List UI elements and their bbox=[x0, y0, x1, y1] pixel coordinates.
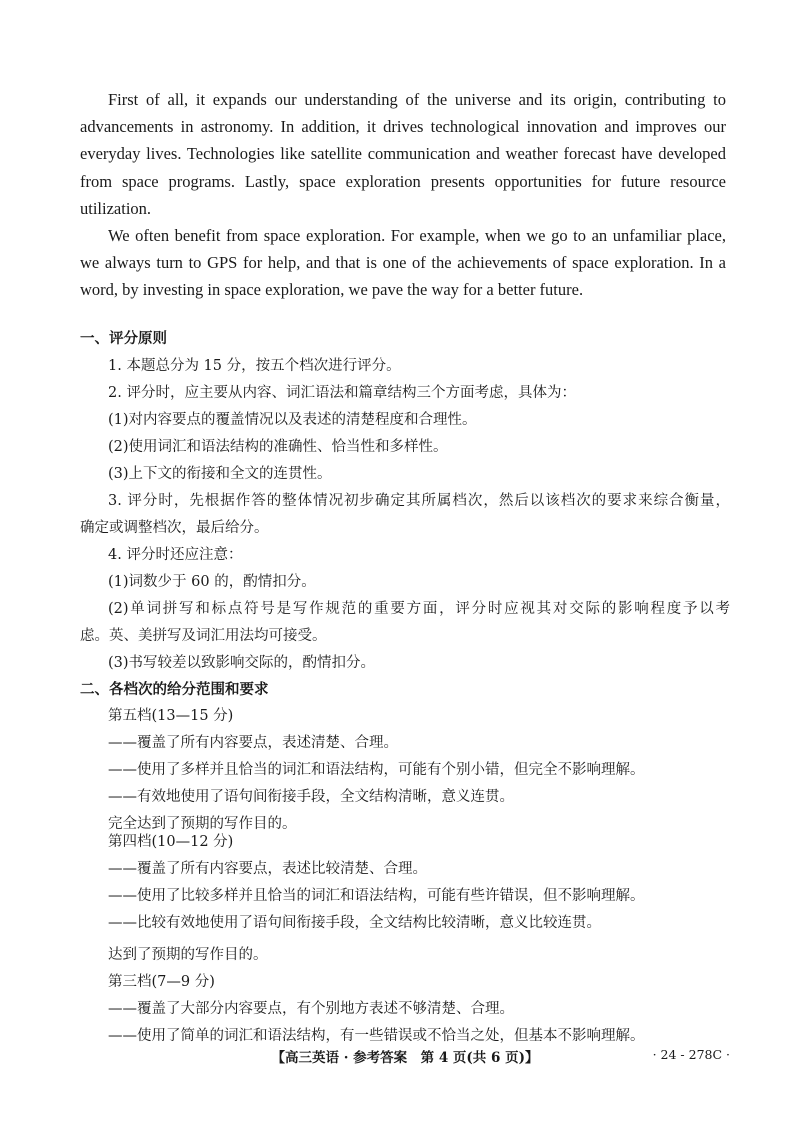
grade-4-line-2: ——使用了比较多样并且恰当的词汇和语法结构，可能有些许错误，但不影响理解。 bbox=[108, 888, 645, 904]
section-2-heading: 二、各档次的给分范围和要求 bbox=[80, 681, 269, 698]
grade-5-line-2: ——使用了多样并且恰当的词汇和语法结构，可能有个别小错，但完全不影响理解。 bbox=[108, 762, 645, 778]
grade-4-line-1: ——覆盖了所有内容要点，表述比较清楚、合理。 bbox=[108, 861, 427, 877]
rule-2-item-1: (1)对内容要点的覆盖情况以及表述的清楚程度和合理性。 bbox=[108, 412, 477, 428]
footer-doc-code: · 24 - 278C · bbox=[652, 1047, 730, 1062]
grade-3-line-2: ——使用了简单的词汇和语法结构，有一些错误或不恰当之处，但基本不影响理解。 bbox=[108, 1028, 645, 1044]
rule-4-item-2-line-1: (2)单词拼写和标点符号是写作规范的重要方面，评分时应视其对交际的影响程度予以考 bbox=[108, 601, 730, 617]
grade-3-line-1: ——覆盖了大部分内容要点，有个别地方表述不够清楚、合理。 bbox=[108, 1001, 514, 1017]
section-1-heading: 一、评分原则 bbox=[80, 330, 167, 347]
grade-3-title: 第三档(7—9 分) bbox=[108, 974, 215, 990]
rule-4: 4. 评分时还应注意： bbox=[108, 547, 243, 563]
essay-paragraph-1: First of all, it expands our understanding of the universe and its origin, contributing to advancements in astronomy. In addition, it drives technological innovation and improves our everyday lives. Technologies like satellite communication and weather forecast have developed from space programs. Lastly, space exploration presents opportunities for future resource utilization. bbox=[80, 90, 726, 218]
rule-2-item-2: (2)使用词汇和语法结构的准确性、恰当性和多样性。 bbox=[108, 439, 448, 455]
grade-4-title: 第四档(10—12 分) bbox=[108, 834, 234, 850]
rule-2-item-3: (3)上下文的衔接和全文的连贯性。 bbox=[108, 466, 332, 482]
rule-4-item-1: (1)词数少于 60 的，酌情扣分。 bbox=[108, 574, 316, 590]
rule-3-line-2: 确定或调整档次，最后给分。 bbox=[80, 520, 269, 536]
grade-5-line-3: ——有效地使用了语句间衔接手段，全文结构清晰，意义连贯。 bbox=[108, 789, 514, 805]
grade-5-title: 第五档(13—15 分) bbox=[108, 708, 234, 724]
grade-5-line-4: 完全达到了预期的写作目的。 bbox=[108, 816, 297, 832]
grade-4-line-3: ——比较有效地使用了语句间衔接手段，全文结构比较清晰，意义比较连贯。 bbox=[108, 915, 601, 931]
rule-4-item-2-line-2: 虑。英、美拼写及词汇用法均可接受。 bbox=[80, 628, 327, 644]
rule-2: 2. 评分时，应主要从内容、词汇语法和篇章结构三个方面考虑，具体为： bbox=[108, 385, 576, 401]
rule-1: 1. 本题总分为 15 分，按五个档次进行评分。 bbox=[108, 358, 401, 374]
grade-5-line-1: ——覆盖了所有内容要点，表述清楚、合理。 bbox=[108, 735, 398, 751]
rule-4-item-3: (3)书写较差以致影响交际的，酌情扣分。 bbox=[108, 655, 376, 671]
essay-paragraph-2: We often benefit from space exploration. For example, when we go to an unfamiliar place, we always turn to GPS for help, and that is one of the achievements of space exploration. In a word, by investing in space exploration, we pave the way for a better future. bbox=[80, 226, 726, 300]
grade-4-line-4: 达到了预期的写作目的。 bbox=[108, 947, 268, 963]
page-footer bbox=[80, 1046, 730, 1068]
footer-page-info: 【高三英语 · 参考答案 第 4 页(共 6 页)】 bbox=[271, 1050, 539, 1066]
rule-3-line-1: 3. 评分时，先根据作答的整体情况初步确定其所属档次，然后以该档次的要求来综合衡量， bbox=[108, 493, 730, 509]
